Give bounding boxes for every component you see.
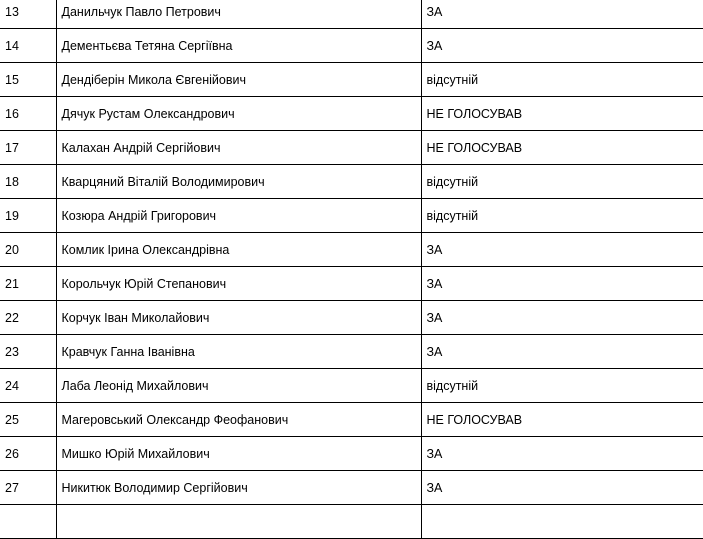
deputy-name: Никитюк Володимир Сергійович [56, 471, 421, 505]
deputy-name: Корчук Іван Миколайович [56, 301, 421, 335]
deputy-name: Кравчук Ганна Іванівна [56, 335, 421, 369]
table-row [0, 471, 703, 505]
vote-result: відсутній [421, 369, 703, 403]
table-row [0, 199, 703, 233]
vote-result: ЗА [421, 437, 703, 471]
deputy-name: Комлик Ірина Олександрівна [56, 233, 421, 267]
row-number-empty [0, 505, 56, 539]
row-number: 23 [0, 335, 56, 369]
deputy-name: Дендіберін Микола Євгенійович [56, 63, 421, 97]
table-row [0, 0, 703, 29]
row-number: 27 [0, 471, 56, 505]
vote-result: ЗА [421, 29, 703, 63]
vote-result: ЗА [421, 301, 703, 335]
deputy-name: Калахан Андрій Сергійович [56, 131, 421, 165]
row-number: 16 [0, 97, 56, 131]
vote-result: НЕ ГОЛОСУВАВ [421, 97, 703, 131]
table-row [0, 267, 703, 301]
table-row [0, 233, 703, 267]
table-row [0, 437, 703, 471]
vote-result: відсутній [421, 165, 703, 199]
deputy-name: Мишко Юрій Михайлович [56, 437, 421, 471]
deputy-name-empty [56, 505, 421, 539]
row-number: 18 [0, 165, 56, 199]
vote-result: відсутній [421, 199, 703, 233]
table-row [0, 165, 703, 199]
row-number: 22 [0, 301, 56, 335]
table-row [0, 403, 703, 437]
deputy-name: Козюра Андрій Григорович [56, 199, 421, 233]
vote-result: НЕ ГОЛОСУВАВ [421, 403, 703, 437]
deputy-name: Магеровський Олександр Феофанович [56, 403, 421, 437]
vote-result: ЗА [421, 233, 703, 267]
table-row [0, 131, 703, 165]
vote-result: ЗА [421, 0, 703, 29]
deputy-name: Дементьєва Тетяна Сергіївна [56, 29, 421, 63]
row-number: 24 [0, 369, 56, 403]
row-number: 21 [0, 267, 56, 301]
row-number: 20 [0, 233, 56, 267]
table-row-partial [0, 505, 703, 539]
vote-result: ЗА [421, 267, 703, 301]
deputy-name: Данильчук Павло Петрович [56, 0, 421, 29]
table-row [0, 369, 703, 403]
table-row [0, 97, 703, 131]
deputy-name: Корольчук Юрій Степанович [56, 267, 421, 301]
row-number: 15 [0, 63, 56, 97]
deputy-name: Дячук Рустам Олександрович [56, 97, 421, 131]
table-row [0, 335, 703, 369]
vote-result: ЗА [421, 335, 703, 369]
row-number: 26 [0, 437, 56, 471]
deputy-name: Кварцяний Віталій Володимирович [56, 165, 421, 199]
row-number: 14 [0, 29, 56, 63]
row-number: 25 [0, 403, 56, 437]
row-number: 17 [0, 131, 56, 165]
row-number: 13 [0, 0, 56, 29]
table-row [0, 301, 703, 335]
deputy-name: Лаба Леонід Михайлович [56, 369, 421, 403]
table-row [0, 63, 703, 97]
table-row [0, 29, 703, 63]
vote-result: НЕ ГОЛОСУВАВ [421, 131, 703, 165]
vote-result: ЗА [421, 471, 703, 505]
row-number: 19 [0, 199, 56, 233]
vote-result-empty [421, 505, 703, 539]
vote-result: відсутній [421, 63, 703, 97]
